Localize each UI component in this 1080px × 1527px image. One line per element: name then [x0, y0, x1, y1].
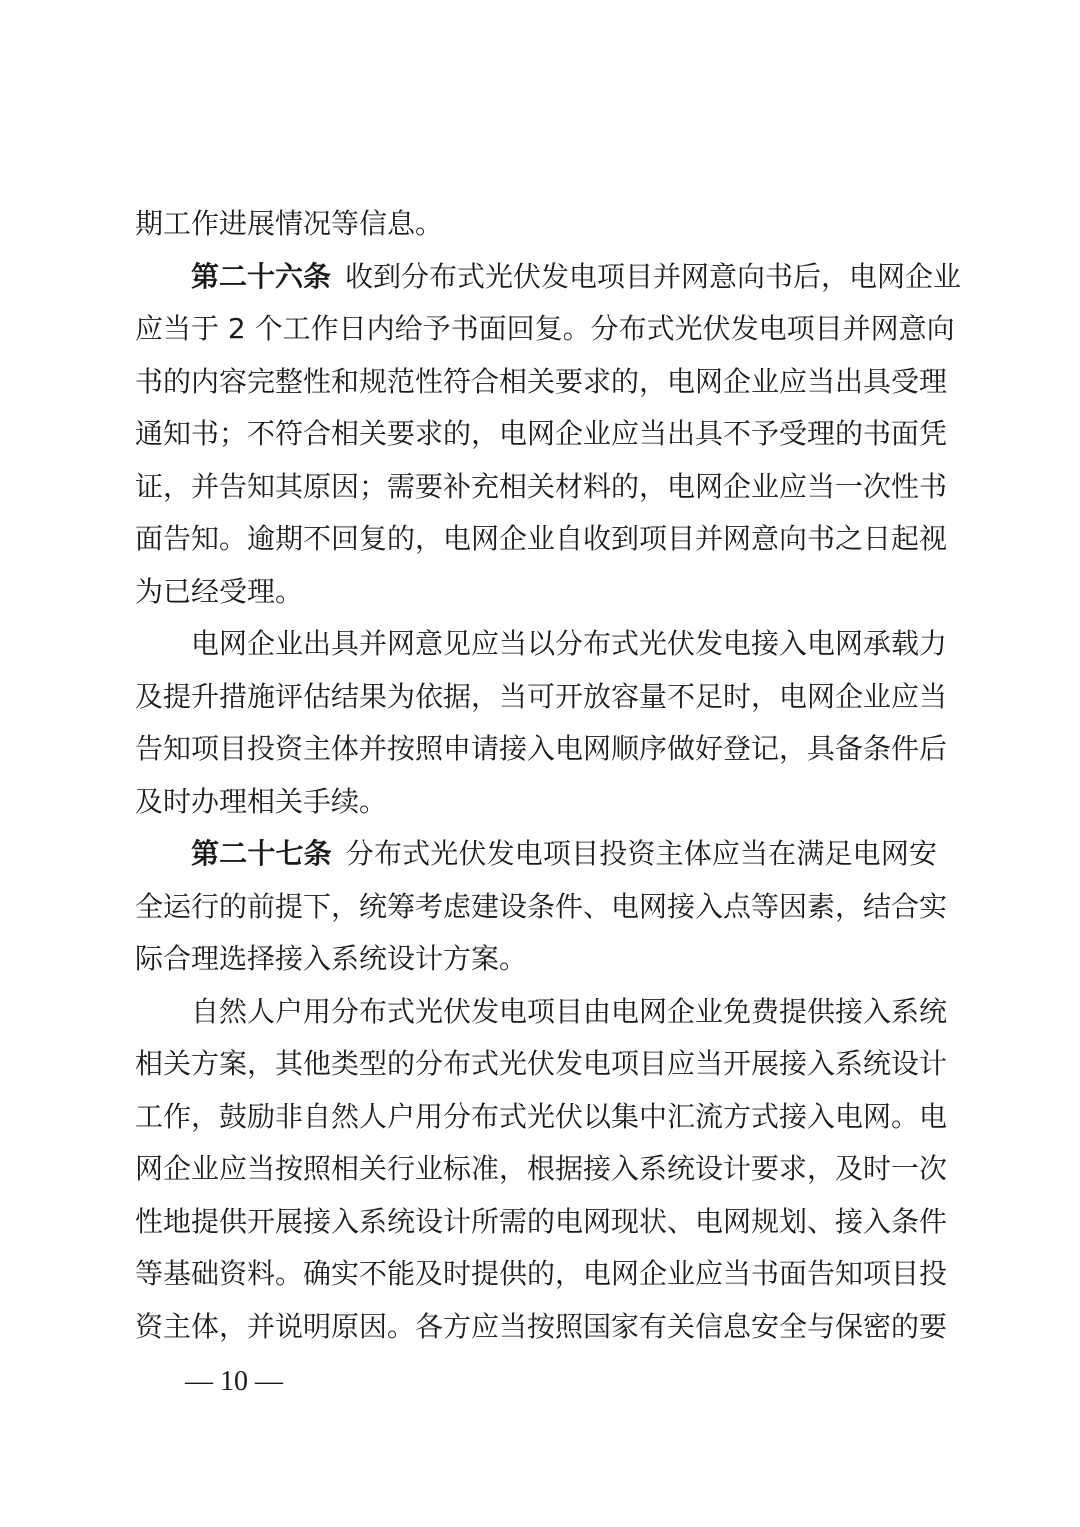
- line-text: 自然人户用分布式光伏发电项目由电网企业免费提供接入系统: [191, 994, 948, 1028]
- line-text: 证，并告知其原因；需要补充相关材料的，电网企业应当一次性书: [135, 469, 948, 503]
- page-number: — 10 —: [185, 1366, 283, 1397]
- line-text: 相关方案，其他类型的分布式光伏发电项目应当开展接入系统设计: [135, 1047, 948, 1080]
- line-text: 应当于 2 个工作日内给予书面回复。分布式光伏发电项目并网意向: [135, 312, 955, 345]
- text-line: [135, 933, 937, 986]
- text-line: [135, 303, 955, 356]
- text-line: [135, 356, 948, 409]
- line-text: 等基础资料。确实不能及时提供的，电网企业应当书面告知项目投: [135, 1257, 948, 1290]
- text-line: [135, 461, 948, 514]
- article-label: 第二十七条: [191, 837, 332, 870]
- text-line: [135, 566, 937, 619]
- text-line: [135, 881, 948, 934]
- text-line: [135, 1301, 948, 1354]
- text-line: [135, 618, 948, 671]
- text-line: [135, 408, 948, 461]
- line-text: 工作，鼓励非自然人户用分布式光伏以集中汇流方式接入电网。电: [135, 1099, 948, 1133]
- document-body: [135, 198, 962, 1353]
- line-text: 分布式光伏发电项目投资主体应当在满足电网安: [345, 837, 937, 870]
- line-text: 及时办理相关手续。: [135, 784, 388, 818]
- text-line: [135, 1143, 948, 1196]
- text-line: [135, 1248, 948, 1301]
- text-line: [135, 671, 948, 724]
- text-line: [135, 1038, 948, 1091]
- line-text: 资主体，并说明原因。各方应当按照国家有关信息安全与保密的要: [135, 1309, 948, 1343]
- line-text: 面告知。逾期不回复的，电网企业自收到项目并网意向书之日起视: [135, 522, 948, 555]
- text-line: [135, 198, 937, 251]
- text-line: [135, 986, 948, 1039]
- line-text: 书的内容完整性和规范性符合相关要求的，电网企业应当出具受理: [135, 364, 948, 398]
- line-text: 网企业应当按照相关行业标准，根据接入系统设计要求，及时一次: [135, 1152, 948, 1185]
- text-line: [135, 776, 937, 829]
- text-line: [135, 1196, 948, 1249]
- text-line: [135, 828, 937, 881]
- line-text: 全运行的前提下，统筹考虑建设条件、电网接入点等因素，结合实: [135, 889, 948, 923]
- line-text: 收到分布式光伏发电项目并网意向书后，电网企业: [345, 259, 962, 293]
- line-text: 期工作进展情况等信息。: [135, 207, 444, 240]
- line-text: 及提升措施评估结果为依据，当可开放容量不足时，电网企业应当: [135, 679, 948, 713]
- text-line: [135, 513, 948, 566]
- line-text: 性地提供开展接入系统设计所需的电网现状、电网规划、接入条件: [135, 1204, 948, 1238]
- line-text: 际合理选择接入系统设计方案。: [135, 942, 528, 975]
- article-label: 第二十六条: [191, 259, 332, 293]
- line-text: 电网企业出具并网意见应当以分布式光伏发电接入电网承载力: [191, 627, 948, 660]
- line-text: 为已经受理。: [135, 574, 304, 608]
- line-text: 通知书；不符合相关要求的，电网企业应当出具不予受理的书面凭: [135, 417, 948, 450]
- text-line: [135, 1091, 948, 1144]
- text-line: [135, 723, 948, 776]
- line-text: 告知项目投资主体并按照申请接入电网顺序做好登记，具备条件后: [135, 732, 948, 765]
- text-line: [135, 251, 962, 304]
